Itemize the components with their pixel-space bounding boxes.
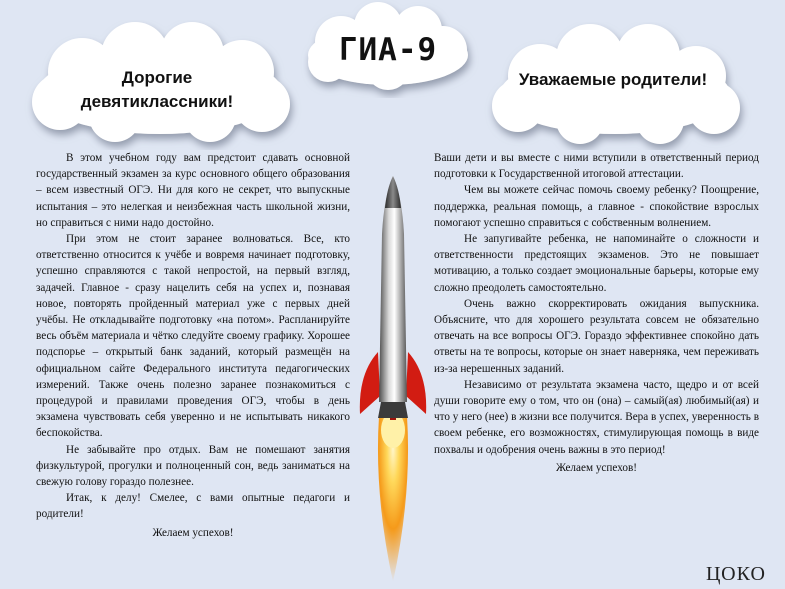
parents-closing: Желаем успехов! [556, 461, 637, 474]
parents-paragraph-5: Независимо от результата экзамена часто, щедро и от всей души говорите ему о том, что он (она) – самый(ая) любимый(ая) и что у него (нее) в жизни все получится. Вера в успех, уверенность в своем ребенке, его возможностях, стимулирующая помощь в виде похвалы и одобрения очень важны в это период! [434, 378, 759, 456]
students-closing: Желаем успехов! [152, 526, 234, 539]
coko-logo: ЦОКО [706, 563, 766, 585]
parents-paragraph-1: Ваши дети и вы вместе с ними вступили в ответственный период подготовки к Государственной итоговой аттестации. [434, 152, 759, 181]
students-column [36, 150, 350, 541]
parents-paragraph-3: Не запугивайте ребенка, не напоминайте о сложности и ответственности предстоящих экзаменов. Это не повышает мотивацию, а только создает эмоциональные барьеры, которые ему сложно преодолеть самостоятельно. [434, 233, 759, 294]
students-paragraph-3: Не забывайте про отдых. Вам не помешают занятия физкультурой, прогулки и полноценный сон, ведь заниматься на свежую голову гораздо полезнее. [36, 443, 350, 489]
parents-heading: Уважаемые родители! [518, 70, 708, 89]
parents-paragraph-4: Очень важно скорректировать ожидания выпускника. Объясните, что для хорошего результата совсем не обязательно отвечать на все вопросы ОГЭ. Гораздо эффективнее спокойно дать ответы на те вопросы, которые он знает наверняка, чем переживать из-за нерешенных заданий. [434, 297, 759, 375]
rocket-illustration [352, 174, 434, 584]
parents-paragraph-2: Чем вы можете сейчас помочь своему ребенку? Поощрение, поддержка, реальная помощь, а главное - спокойствие взрослых помогают успешно справиться с собственным волнением. [434, 184, 759, 229]
students-paragraph-2: При этом не стоит заранее волноваться. Все, кто ответственно относится к учёбе и вовремя начинает подготовку, успешно справляются с такой непростой, на первый взгляд, задачей. Главное - сразу нацелить себя на успех и, познавая новое, повторять пройденный материал уже с первых дней учёбы. Не откладывайте подготовку «на потом». Распланируйте весь объём материала и чётко следуйте своему графику. Хорошее подспорье – открытый банк заданий, который размещён на официальном сайте Федерального института педагогических измерений. Также очень полезно заранее познакомиться с процедурой и правилами проведения ОГЭ, чтобы в день экзамена чувствовать себя уверенно и не испытывать никакого беспокойства. [36, 233, 350, 440]
parents-column [434, 150, 759, 476]
students-paragraph-4: Итак, к делу! Смелее, с вами опытные педагоги и родители! [36, 492, 350, 521]
students-heading: Дорогие девятиклассники! [80, 68, 234, 111]
students-paragraph-1: В этом учебном году вам предстоит сдавать основной государственный экзамен за курс основного общего образования – всем известный ОГЭ. Ни для кого не секрет, что выпускные испытания – это нелегкая и неизбежная часть школьной жизни, но справиться с ними надо достойно. [36, 152, 350, 229]
page-title: ГИА-9 [338, 32, 438, 68]
